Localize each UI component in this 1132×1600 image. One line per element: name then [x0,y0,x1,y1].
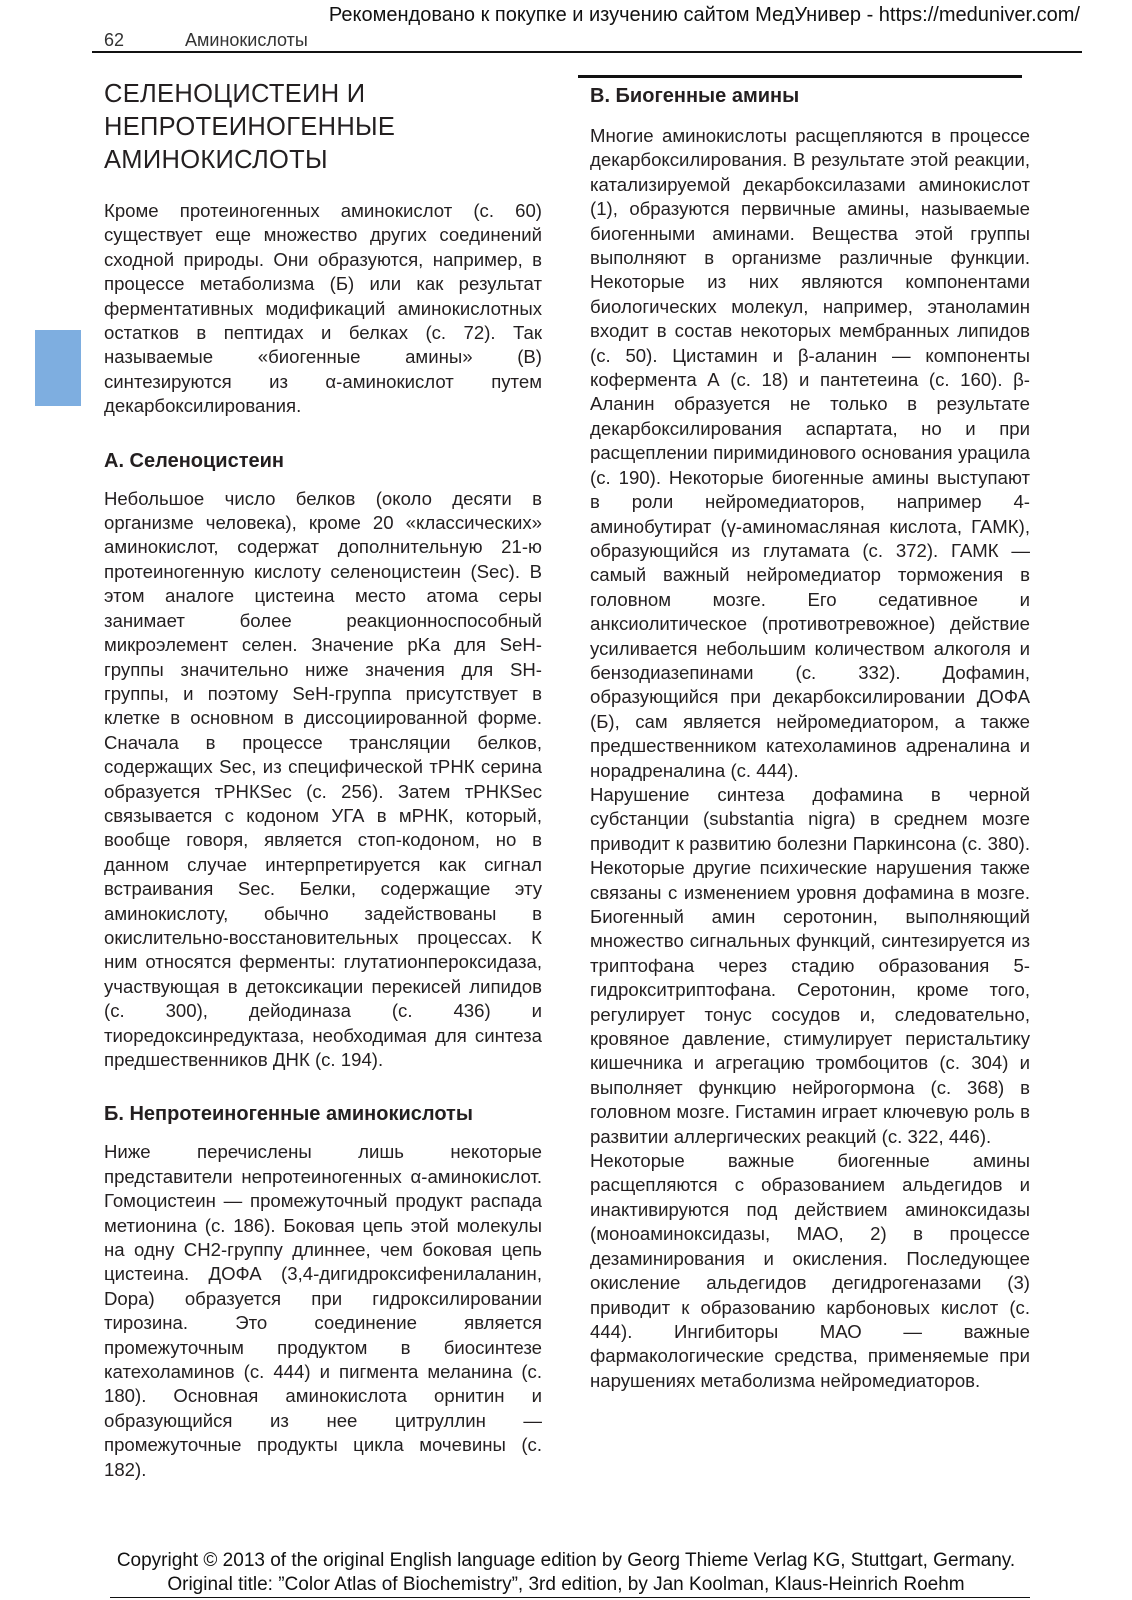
chapter-title: СЕЛЕНОЦИСТЕИН И НЕПРОТЕИНОГЕННЫЕ АМИНОКИСЛОТЫ [104,80,396,174]
running-title: Аминокислоты [185,30,308,50]
section-a-text: Небольшое число белков (около десяти в организме человека), кроме 20 «классических» аминокислот, содержат дополнительную 21-ю протеиногенную кислоту селеноцистеин (Sec). В этом аналоге цистеина место атома серы занимает более реакционноспособный микроэлемент селен. Значение pKa для SeH-группы значительно ниже значения для SH-группы, и поэтому SeH-группа присутствует в клетке в основном в диссоциированной форме. Сначала в процессе трансляции белков, содержащих Sec, из специфической тРНК серина образуется тРНКSec (с. 256). Затем тРНКSec связывается с кодоном УГА в мРНК, который, вообще говоря, является стоп-кодоном, но в данном случае интерпретируется как сигнал встраивания Sec. Белки, содержащие эту аминокислоту, обычно задействованы в окислительно-восстановительных процессах. К ним относятся ферменты: глутатионпероксидаза, участвующая в детоксикации перекисей липидов (с. 300), дейодиназа (с. 436) и тиоредоксинредуктаза, необходимая для синтеза предшественников ДНК (с. 194). [104,487,542,1070]
section-b-heading: Б. Непротеиногенные аминокислоты [104,1103,473,1126]
intro-paragraph: Кроме протеиногенных аминокислот (с. 60) существует еще множество других соединений сходной природы. Они образуются, например, в процессе метаболизма (Б) или как результат ферментативных модификаций аминокислотных остатков в пептидах и белках (с. 72). Так называемые «биогенные амины» (В) синтезируются из α-аминокислот путем декарбоксилирования. [104,200,542,417]
right-column [590,78,1030,1393]
original-title-line: Original title: ”Color Atlas of Biochemistry”, 3rd edition, by Jan Koolman, Klaus-Heinrich Roehm [167,1574,965,1595]
section-c-text-1: Многие аминокислоты расщепляются в процессе декарбоксилирования. В результате этой реакции, катализируемой декарбоксилазами аминокислот (1), образуются первичные амины, называемые биогенными аминами. Вещества этой группы выполняют в организме различные функции. Некоторые из них являются компонентами биологических молекул, например, этаноламин входит в состав некоторых мембранных липидов (с. 50). Цистамин и β-аланин — компоненты кофермента А (с. 18) и пантетеина (с. 160). β-Аланин образуется не только в результате декарбоксилирования аспартата, но и при расщеплении пиримидинового основания урацила (с. 190). Некоторые биогенные амины выступают в роли нейромедиаторов, например 4-аминобутират (γ-аминомасляная кислота, ГАМК), образующийся из глутамата (с. 372). ГАМК — самый важный нейромедиатор торможения в головном мозге. Его седативное и анксиолитическое (противотревожное) действие усиливается небольшим количеством алкоголя и бензодиазепинами (с. 332). Дофамин, образующийся при декарбоксилировании ДОФА (Б), сам является нейромедиатором, а также предшественником катехоламинов адреналина и норадреналина (с. 444). [590,125,1030,781]
copyright-line: Copyright © 2013 of the original English language edition by Georg Thieme Verlag KG, Stuttgart, Germany. [116,1550,1016,1571]
chapter-side-tab [35,330,81,406]
footer-rule [110,1597,1030,1598]
section-b-text: Ниже перечислены лишь некоторые представители непротеиногенных α-аминокислот. Гомоцистеин — промежуточный продукт распада метионина (с. 186). Боковая цепь этой молекулы на одну CH2-группу длиннее, чем боковая цепь цистеина. ДОФА (3,4-дигидроксифенилаланин, Dopa) образуется при гидроксилировании тирозина. Это соединение является промежуточным продуктом в биосинтезе катехоламинов (с. 444) и пигмента меланина (с. 180). Основная аминокислота орнитин и образующийся из нее цитруллин — промежуточные продукты цикла мочевины (с. 182). [104,1141,542,1480]
header-rule [92,51,1082,53]
section-a-heading: А. Селеноцистеин [104,449,284,472]
section-c-text-3: Некоторые важные биогенные амины расщепляются с образованием альдегидов и инактивируются под действием аминоксидазы (моноаминоксидазы, МАО, 2) в процессе дезаминирования и окисления. Последующее окисление альдегидов дегидрогеназами (3) приводит к образованию карбоновых кислот (с. 444). Ингибиторы МАО — важные фармакологические средства, применяемые при нарушениях метаболизма нейромедиаторов. [590,1150,1030,1391]
section-c-text-2: Нарушение синтеза дофамина в черной субстанции (substantia nigra) в среднем мозге приводит к развитию болезни Паркинсона (с. 380). Некоторые другие психические нарушения также связаны с изменением уровня дофамина в мозге. Биогенный амин серотонин, выполняющий множество сигнальных функций, синтезируется из триптофана через стадию образования 5-гидрокситриптофана. Серотонин, кроме того, регулирует тонус сосудов и, следовательно, кровяное давление, стимулирует перистальтику кишечника и агрегацию тромбоцитов (с. 304) и выполняет функцию нейрогормона (с. 368) в головном мозге. Гистамин играет ключевую роль в развитии аллергических реакций (с. 322, 446). [590,783,1030,1147]
page-number: 62 [104,30,125,50]
section-c-heading: В. Биогенные амины [590,85,800,107]
site-watermark: Рекомендовано к покупке и изучению сайтом МедУнивер - https://meduniver.com/ [328,4,1080,26]
left-column [104,78,542,1482]
running-header [104,30,308,51]
